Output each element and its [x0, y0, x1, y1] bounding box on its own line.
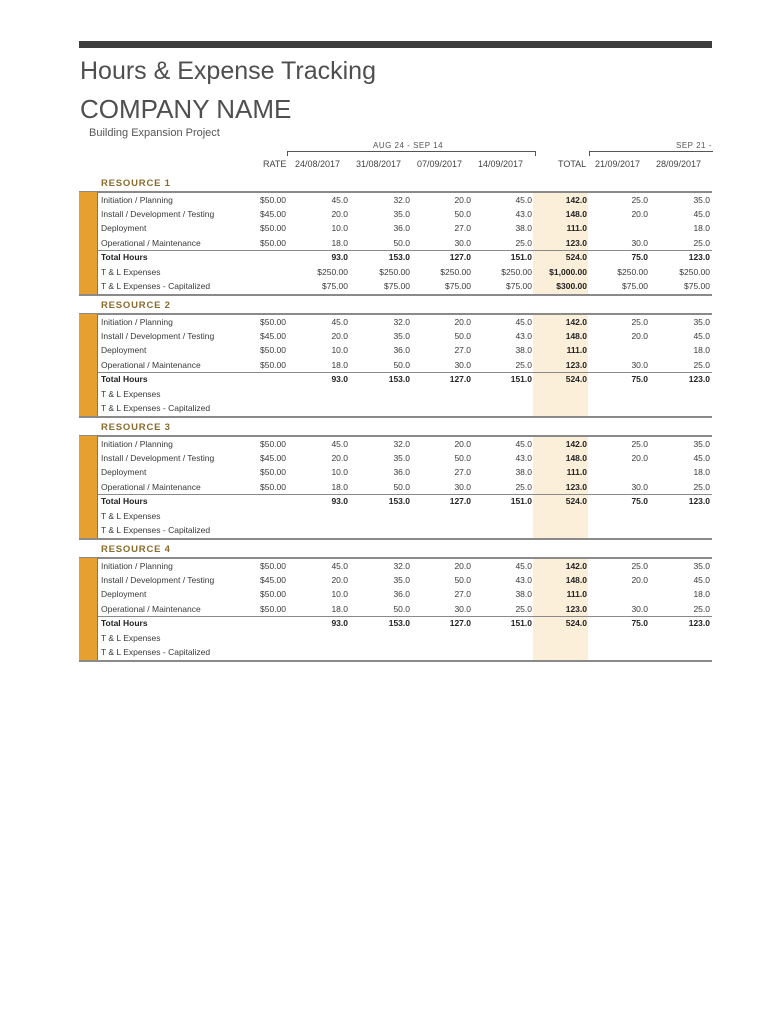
hours-cell: $250.00	[617, 266, 648, 277]
total-cell: 524.0	[565, 618, 587, 629]
hours-cell: 127.0	[449, 252, 471, 263]
header-rate: RATE	[263, 159, 287, 169]
hours-cell: 50.0	[454, 452, 471, 463]
hours-cell: 45.0	[693, 574, 710, 585]
hours-cell: 18.0	[331, 603, 348, 614]
total-cell: 142.0	[565, 438, 587, 449]
hours-cell: 50.0	[454, 208, 471, 219]
table-row	[98, 523, 712, 537]
hours-cell: 25.0	[515, 481, 532, 492]
hours-cell: 35.0	[693, 316, 710, 327]
block-bottom-border	[79, 416, 712, 418]
row-label: Initiation / Planning	[101, 194, 173, 205]
rate-cell: $50.00	[260, 589, 286, 600]
total-cell: 123.0	[565, 603, 587, 614]
hours-cell: 35.0	[693, 438, 710, 449]
hours-cell: 25.0	[631, 438, 648, 449]
row-label: T & L Expenses - Capitalized	[101, 524, 211, 535]
row-label: Deployment	[101, 345, 147, 356]
table-row	[98, 207, 712, 221]
hours-cell: 20.0	[331, 208, 348, 219]
row-label: Install / Development / Testing	[101, 208, 215, 219]
row-label: Total Hours	[101, 252, 148, 263]
hours-cell: 50.0	[393, 481, 410, 492]
hours-cell: 93.0	[331, 618, 348, 629]
hours-cell: 20.0	[331, 574, 348, 585]
table-row	[98, 645, 712, 659]
total-cell: 123.0	[565, 237, 587, 248]
hours-cell: 35.0	[393, 452, 410, 463]
table-row	[98, 343, 712, 357]
total-cell: $1,000.00	[549, 266, 587, 277]
hours-cell: 30.0	[631, 481, 648, 492]
hours-cell: $75.00	[384, 280, 410, 291]
hours-cell: 45.0	[693, 208, 710, 219]
resource-color-bar	[79, 192, 98, 294]
block-bottom-border	[79, 538, 712, 540]
total-cell: 148.0	[565, 452, 587, 463]
row-label: Operational / Maintenance	[101, 481, 201, 492]
total-cell: 123.0	[565, 359, 587, 370]
hours-cell: 43.0	[515, 574, 532, 585]
hours-cell: 50.0	[393, 237, 410, 248]
hours-cell: 35.0	[693, 194, 710, 205]
hours-cell: 45.0	[331, 560, 348, 571]
total-cell: 142.0	[565, 194, 587, 205]
table-row	[98, 587, 712, 601]
row-label: Total Hours	[101, 496, 148, 507]
total-cell: 111.0	[566, 223, 587, 234]
hours-cell: 36.0	[393, 589, 410, 600]
table-row	[98, 358, 712, 372]
period-bracket-2	[589, 151, 713, 156]
hours-cell: 93.0	[331, 374, 348, 385]
row-label: Operational / Maintenance	[101, 603, 201, 614]
hours-cell: 50.0	[454, 574, 471, 585]
header-date: 24/08/2017	[295, 159, 341, 169]
hours-cell: $75.00	[445, 280, 471, 291]
hours-cell: 38.0	[515, 223, 532, 234]
total-cell: 111.0	[566, 589, 587, 600]
hours-cell: 20.0	[631, 330, 648, 341]
block-bottom-border	[79, 294, 712, 296]
hours-cell: $250.00	[379, 266, 410, 277]
hours-cell: 127.0	[449, 374, 471, 385]
hours-cell: 30.0	[454, 359, 471, 370]
total-cell: 148.0	[565, 574, 587, 585]
hours-cell: 10.0	[331, 467, 348, 478]
hours-cell: 30.0	[454, 481, 471, 492]
hours-cell: 45.0	[331, 316, 348, 327]
company-name: COMPANY NAME	[80, 94, 292, 124]
table-row	[98, 465, 712, 479]
hours-cell: 20.0	[454, 438, 471, 449]
table-row	[98, 437, 712, 451]
hours-cell: 36.0	[393, 223, 410, 234]
hours-cell: $75.00	[684, 280, 710, 291]
hours-cell: 38.0	[515, 345, 532, 356]
rate-cell: $50.00	[260, 467, 286, 478]
hours-cell: 36.0	[393, 345, 410, 356]
hours-cell: 151.0	[510, 374, 532, 385]
hours-cell: 25.0	[693, 237, 710, 248]
table-row	[98, 236, 712, 250]
table-row	[98, 372, 712, 386]
hours-cell: 153.0	[388, 252, 410, 263]
hours-cell: 127.0	[449, 496, 471, 507]
hours-cell: 32.0	[393, 560, 410, 571]
hours-cell: 30.0	[631, 237, 648, 248]
hours-cell: 20.0	[331, 330, 348, 341]
row-label: Operational / Maintenance	[101, 237, 201, 248]
row-label: Deployment	[101, 467, 147, 478]
hours-cell: 123.0	[688, 496, 710, 507]
hours-cell: 151.0	[510, 252, 532, 263]
hours-cell: 45.0	[515, 316, 532, 327]
table-row	[98, 221, 712, 235]
row-label: Initiation / Planning	[101, 560, 173, 571]
rate-cell: $45.00	[260, 574, 286, 585]
hours-cell: 75.0	[631, 618, 648, 629]
table-row	[98, 559, 712, 573]
top-rule	[79, 41, 712, 48]
total-cell: 123.0	[565, 481, 587, 492]
hours-cell: 27.0	[454, 223, 471, 234]
hours-cell: $250.00	[501, 266, 532, 277]
rate-cell: $45.00	[260, 330, 286, 341]
hours-cell: 18.0	[693, 223, 710, 234]
hours-cell: 93.0	[331, 252, 348, 263]
header-date: 31/08/2017	[356, 159, 402, 169]
hours-cell: 27.0	[454, 345, 471, 356]
hours-cell: 36.0	[393, 467, 410, 478]
row-label: Total Hours	[101, 374, 148, 385]
table-row	[98, 602, 712, 616]
hours-cell: 18.0	[331, 359, 348, 370]
hours-cell: 25.0	[693, 481, 710, 492]
row-label: Total Hours	[101, 618, 148, 629]
hours-cell: 27.0	[454, 467, 471, 478]
table-row	[98, 401, 712, 415]
header-date: 07/09/2017	[417, 159, 463, 169]
hours-cell: 93.0	[331, 496, 348, 507]
rate-cell: $50.00	[260, 481, 286, 492]
hours-cell: $75.00	[322, 280, 348, 291]
page-title: Hours & Expense Tracking	[80, 57, 376, 85]
hours-cell: 123.0	[688, 618, 710, 629]
total-cell: 111.0	[566, 467, 587, 478]
hours-cell: 50.0	[454, 330, 471, 341]
hours-cell: 43.0	[515, 330, 532, 341]
header-date: 28/09/2017	[656, 159, 702, 169]
hours-cell: 30.0	[454, 237, 471, 248]
total-cell: 524.0	[565, 252, 587, 263]
hours-cell: 75.0	[631, 496, 648, 507]
table-row	[98, 315, 712, 329]
hours-cell: 45.0	[693, 452, 710, 463]
row-label: Deployment	[101, 589, 147, 600]
hours-cell: 45.0	[331, 438, 348, 449]
hours-cell: 25.0	[631, 194, 648, 205]
hours-cell: 123.0	[688, 252, 710, 263]
total-cell: 524.0	[565, 496, 587, 507]
rate-cell: $50.00	[260, 194, 286, 205]
table-row	[98, 480, 712, 494]
rate-cell: $50.00	[260, 438, 286, 449]
rate-cell: $50.00	[260, 237, 286, 248]
hours-cell: 32.0	[393, 316, 410, 327]
resource-title: RESOURCE 1	[101, 178, 171, 189]
hours-cell: 45.0	[515, 560, 532, 571]
hours-cell: 25.0	[693, 603, 710, 614]
hours-cell: 45.0	[515, 438, 532, 449]
hours-cell: 25.0	[693, 359, 710, 370]
table-row	[98, 451, 712, 465]
period-bracket-1	[287, 151, 536, 156]
hours-cell: 20.0	[454, 194, 471, 205]
hours-cell: 35.0	[393, 208, 410, 219]
row-label: T & L Expenses	[101, 632, 161, 643]
table-row	[98, 387, 712, 401]
rate-cell: $50.00	[260, 359, 286, 370]
hours-cell: 10.0	[331, 223, 348, 234]
hours-cell: 123.0	[688, 374, 710, 385]
hours-cell: 151.0	[510, 496, 532, 507]
row-label: Initiation / Planning	[101, 316, 173, 327]
hours-cell: $250.00	[679, 266, 710, 277]
hours-cell: 32.0	[393, 438, 410, 449]
rate-cell: $50.00	[260, 560, 286, 571]
hours-cell: 35.0	[393, 330, 410, 341]
table-row	[98, 250, 712, 264]
resource-title: RESOURCE 2	[101, 300, 171, 311]
rate-cell: $50.00	[260, 316, 286, 327]
hours-cell: 18.0	[331, 481, 348, 492]
hours-cell: 25.0	[515, 359, 532, 370]
row-label: Install / Development / Testing	[101, 330, 215, 341]
hours-cell: 38.0	[515, 467, 532, 478]
row-label: T & L Expenses	[101, 266, 161, 277]
hours-cell: $250.00	[440, 266, 471, 277]
table-row	[98, 494, 712, 508]
hours-cell: 45.0	[693, 330, 710, 341]
resource-color-bar	[79, 314, 98, 416]
block-bottom-border	[79, 660, 712, 662]
hours-cell: 153.0	[388, 496, 410, 507]
row-label: T & L Expenses	[101, 388, 161, 399]
hours-cell: 27.0	[454, 589, 471, 600]
hours-cell: 25.0	[631, 560, 648, 571]
hours-cell: 20.0	[631, 452, 648, 463]
table-row	[98, 279, 712, 293]
total-cell: 142.0	[565, 316, 587, 327]
hours-cell: 25.0	[515, 603, 532, 614]
hours-cell: 43.0	[515, 208, 532, 219]
period-label-1: AUG 24 - SEP 14	[373, 141, 444, 150]
row-label: Deployment	[101, 223, 147, 234]
hours-cell: $250.00	[317, 266, 348, 277]
table-row	[98, 329, 712, 343]
hours-cell: 20.0	[454, 316, 471, 327]
row-label: Initiation / Planning	[101, 438, 173, 449]
rate-cell: $50.00	[260, 345, 286, 356]
hours-cell: 35.0	[393, 574, 410, 585]
hours-cell: 18.0	[331, 237, 348, 248]
hours-cell: 20.0	[331, 452, 348, 463]
hours-cell: 20.0	[631, 574, 648, 585]
hours-cell: 35.0	[693, 560, 710, 571]
hours-cell: 25.0	[631, 316, 648, 327]
hours-cell: 32.0	[393, 194, 410, 205]
hours-cell: 45.0	[331, 194, 348, 205]
hours-cell: 38.0	[515, 589, 532, 600]
rate-cell: $45.00	[260, 452, 286, 463]
row-label: Operational / Maintenance	[101, 359, 201, 370]
resource-title: RESOURCE 4	[101, 544, 171, 555]
row-label: Install / Development / Testing	[101, 452, 215, 463]
row-label: Install / Development / Testing	[101, 574, 215, 585]
hours-cell: 50.0	[393, 603, 410, 614]
resource-color-bar	[79, 558, 98, 660]
hours-cell: 18.0	[693, 589, 710, 600]
hours-cell: 50.0	[393, 359, 410, 370]
hours-cell: 153.0	[388, 618, 410, 629]
hours-cell: $75.00	[622, 280, 648, 291]
rate-cell: $45.00	[260, 208, 286, 219]
hours-cell: 153.0	[388, 374, 410, 385]
total-cell: 111.0	[566, 345, 587, 356]
resource-title: RESOURCE 3	[101, 422, 171, 433]
header-date: 14/09/2017	[478, 159, 524, 169]
row-label: T & L Expenses - Capitalized	[101, 646, 211, 657]
resource-color-bar	[79, 436, 98, 538]
row-label: T & L Expenses - Capitalized	[101, 280, 211, 291]
rate-cell: $50.00	[260, 603, 286, 614]
hours-cell: 45.0	[515, 194, 532, 205]
hours-cell: 20.0	[454, 560, 471, 571]
table-row	[98, 631, 712, 645]
total-cell: 148.0	[565, 208, 587, 219]
total-cell: 524.0	[565, 374, 587, 385]
total-cell: 148.0	[565, 330, 587, 341]
hours-cell: 75.0	[631, 374, 648, 385]
hours-cell: 30.0	[631, 359, 648, 370]
period-label-2: SEP 21 -	[676, 141, 712, 150]
hours-cell: 18.0	[693, 345, 710, 356]
hours-cell: 10.0	[331, 589, 348, 600]
table-row	[98, 265, 712, 279]
header-total: TOTAL	[558, 159, 587, 169]
hours-cell: $75.00	[506, 280, 532, 291]
rate-cell: $50.00	[260, 223, 286, 234]
project-name: Building Expansion Project	[89, 127, 220, 139]
table-row	[98, 616, 712, 630]
total-cell: $300.00	[556, 280, 587, 291]
row-label: T & L Expenses - Capitalized	[101, 402, 211, 413]
table-row	[98, 193, 712, 207]
hours-cell: 18.0	[693, 467, 710, 478]
table-row	[98, 573, 712, 587]
hours-cell: 75.0	[631, 252, 648, 263]
hours-cell: 25.0	[515, 237, 532, 248]
hours-cell: 127.0	[449, 618, 471, 629]
total-cell: 142.0	[565, 560, 587, 571]
hours-cell: 151.0	[510, 618, 532, 629]
header-date: 21/09/2017	[595, 159, 641, 169]
hours-cell: 20.0	[631, 208, 648, 219]
table-row	[98, 509, 712, 523]
hours-cell: 10.0	[331, 345, 348, 356]
hours-cell: 43.0	[515, 452, 532, 463]
row-label: T & L Expenses	[101, 510, 161, 521]
hours-cell: 30.0	[454, 603, 471, 614]
hours-cell: 30.0	[631, 603, 648, 614]
